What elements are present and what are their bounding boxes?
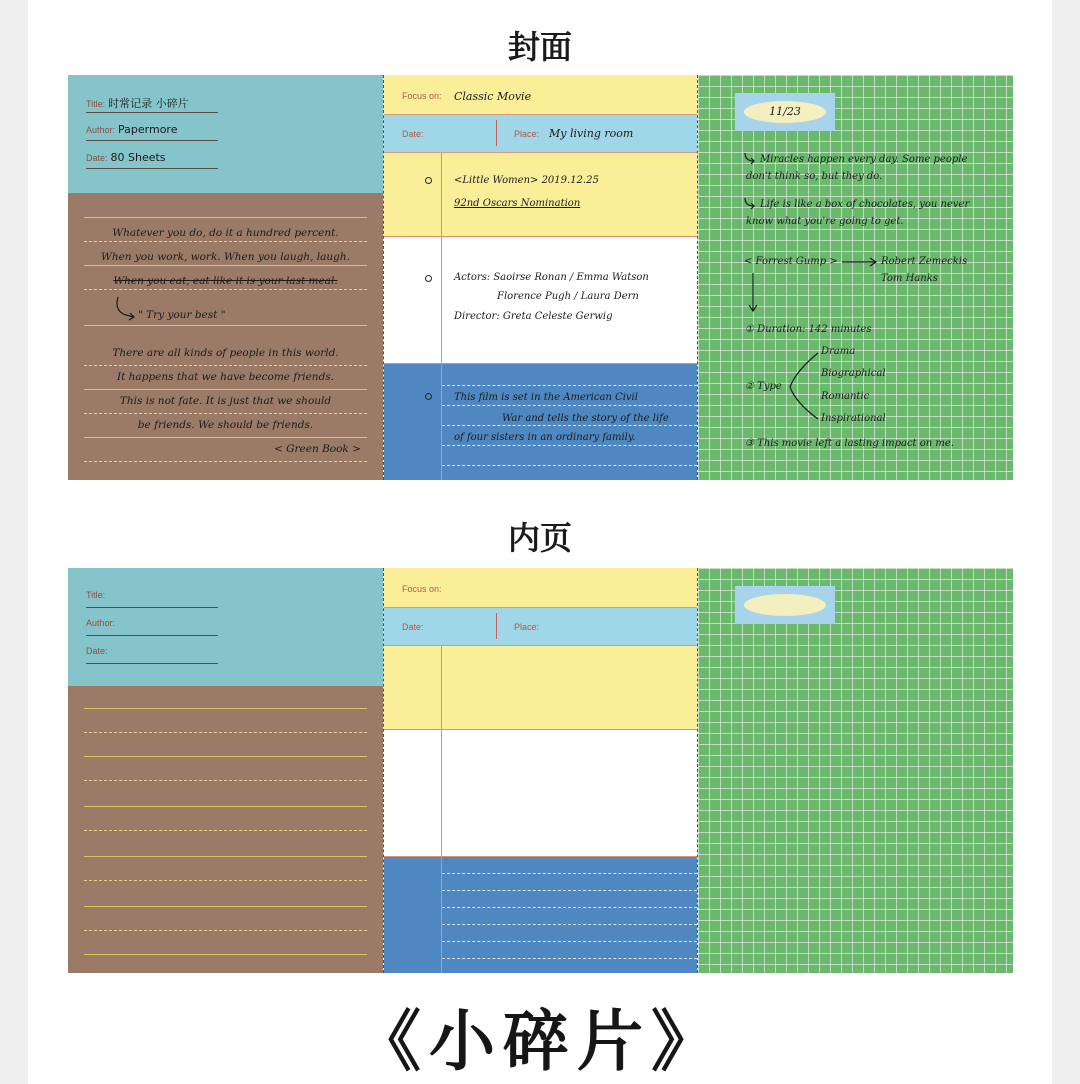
section-title-inner: 内页 — [507, 519, 572, 557]
date-field — [86, 151, 218, 169]
note-line: ① Duration: 142 minutes — [745, 324, 872, 335]
note-line: don't think so, but they do. — [746, 171, 883, 182]
date-place-row — [384, 115, 697, 153]
date-label: Date: — [86, 646, 108, 656]
rule-line — [84, 732, 367, 733]
rule-line — [442, 890, 697, 891]
inner-left-panel — [68, 568, 383, 973]
note-row-white — [384, 730, 697, 857]
date-label: Date: — [402, 622, 424, 632]
rule-line — [84, 413, 367, 414]
quote-line: This is not fate. It is just that we should — [119, 395, 332, 407]
note-line: know what you're going to get. — [746, 216, 904, 227]
note-row-blue — [384, 857, 697, 973]
cast-line: Actors: Saoirse Ronan / Emma Watson — [454, 272, 649, 283]
date-tag — [735, 93, 835, 131]
quote-line: When you eat, eat like it is your last meal. — [113, 275, 338, 287]
rule-line — [84, 708, 367, 709]
rule-line — [84, 880, 367, 881]
note-row-yellow — [384, 646, 697, 730]
rule-line — [84, 365, 367, 366]
rule-line — [84, 289, 367, 290]
focus-label: Focus on: — [402, 91, 442, 101]
rule-line — [84, 241, 367, 242]
note-line: Life is like a box of chocolates, you never — [760, 199, 970, 210]
rule-line — [442, 385, 697, 386]
author-field — [86, 123, 218, 141]
date-tag — [735, 586, 835, 624]
title-field — [86, 590, 218, 608]
date-tag-oval — [744, 594, 826, 616]
cover-right-panel — [698, 75, 1013, 480]
rule-line — [442, 405, 697, 406]
arrow-icon — [742, 151, 762, 171]
grid-background — [698, 568, 1013, 973]
note-line: Drama — [821, 346, 856, 357]
rule-line — [442, 958, 697, 959]
bullet-icon — [425, 275, 432, 282]
rule-line — [84, 461, 367, 462]
inner-middle-panel — [383, 568, 698, 973]
author-label: Author: — [86, 618, 116, 628]
place-label: Place: — [514, 622, 540, 632]
focus-value: Classic Movie — [454, 90, 532, 103]
source-line: < Green Book > — [274, 443, 361, 455]
rule-line — [442, 873, 697, 874]
note-line: Romantic — [821, 391, 870, 402]
divider — [496, 120, 497, 146]
synopsis-line: This film is set in the American Civil — [454, 392, 638, 403]
date-tag-value: 11/23 — [744, 101, 826, 123]
rule-line — [442, 941, 697, 942]
rule-line — [84, 325, 367, 326]
rule-line — [84, 806, 367, 807]
cover-spread — [68, 75, 1013, 480]
synopsis-line: of four sisters in an ordinary family. — [454, 432, 636, 443]
arrow-right-icon — [840, 255, 880, 269]
note-line: Miracles happen every day. Some people — [760, 154, 968, 165]
author-field — [86, 618, 218, 636]
rule-line — [84, 954, 367, 955]
rule-line — [442, 924, 697, 925]
product-title: 《小碎片》 — [355, 1003, 725, 1080]
curved-arrow-icon — [112, 295, 140, 323]
quote-line: be friends. We should be friends. — [137, 419, 314, 431]
rule-line — [442, 445, 697, 446]
movie-line: 92nd Oscars Nomination — [454, 198, 581, 209]
cover-left-panel — [68, 75, 383, 480]
date-field — [86, 646, 218, 664]
bullet-icon — [425, 177, 432, 184]
note-line: ③ This movie left a lasting impact on me. — [745, 438, 954, 449]
title-label: Title: — [86, 99, 106, 109]
author-label: Author: — [86, 125, 116, 135]
note-row-yellow — [384, 153, 697, 237]
date-label: Date: — [402, 129, 424, 139]
note-line: Tom Hanks — [881, 273, 938, 284]
brace-icon — [788, 351, 820, 421]
date-value: 80 Sheets — [110, 151, 166, 164]
author-value: Papermore — [118, 123, 178, 136]
rule-line — [442, 465, 697, 466]
focus-label: Focus on: — [402, 584, 442, 594]
rule-line — [84, 389, 367, 390]
section-title-cover: 封面 — [507, 28, 572, 66]
cast-line: Florence Pugh / Laura Dern — [497, 291, 639, 302]
rule-line — [84, 217, 367, 218]
note-line: ② Type — [745, 381, 782, 392]
margin-line — [441, 646, 442, 973]
cast-line: Director: Greta Celeste Gerwig — [454, 311, 613, 322]
date-label: Date: — [86, 153, 108, 163]
quote-line: When you work, work. When you laugh, laugh. — [101, 251, 350, 263]
rule-line — [84, 906, 367, 907]
rule-line — [84, 756, 367, 757]
divider — [496, 613, 497, 639]
rule-line — [442, 907, 697, 908]
title-label: Title: — [86, 590, 106, 600]
synopsis-line: War and tells the story of the life — [502, 413, 669, 424]
margin-line — [441, 153, 442, 480]
cover-middle-panel — [383, 75, 698, 480]
note-line: Inspirational — [821, 413, 886, 424]
title-value: 时常记录 小碎片 — [108, 97, 189, 110]
date-place-row — [384, 608, 697, 646]
title-field — [86, 95, 218, 113]
arrow-icon — [742, 196, 762, 216]
inner-right-panel — [698, 568, 1013, 973]
rule-line — [442, 425, 697, 426]
quote-line: Whatever you do, do it a hundred percent. — [112, 227, 339, 239]
rule-line — [84, 856, 367, 857]
inner-spread — [68, 568, 1013, 973]
quote-line: There are all kinds of people in this world. — [112, 347, 339, 359]
quote-line: " Try your best " — [138, 309, 226, 321]
rule-line — [84, 265, 367, 266]
arrow-down-icon — [746, 271, 760, 317]
place-value: My living room — [549, 127, 634, 140]
rule-line — [84, 780, 367, 781]
rule-line — [84, 437, 367, 438]
note-line: Biographical — [821, 368, 886, 379]
place-label: Place: — [514, 129, 540, 139]
bullet-icon — [425, 393, 432, 400]
rule-line — [84, 830, 367, 831]
note-line: Robert Zemeckis — [881, 256, 968, 267]
note-line: < Forrest Gump > — [744, 256, 838, 267]
quote-line: It happens that we have become friends. — [116, 371, 335, 383]
rule-line — [84, 930, 367, 931]
movie-line: <Little Women> 2019.12.25 — [454, 175, 599, 186]
